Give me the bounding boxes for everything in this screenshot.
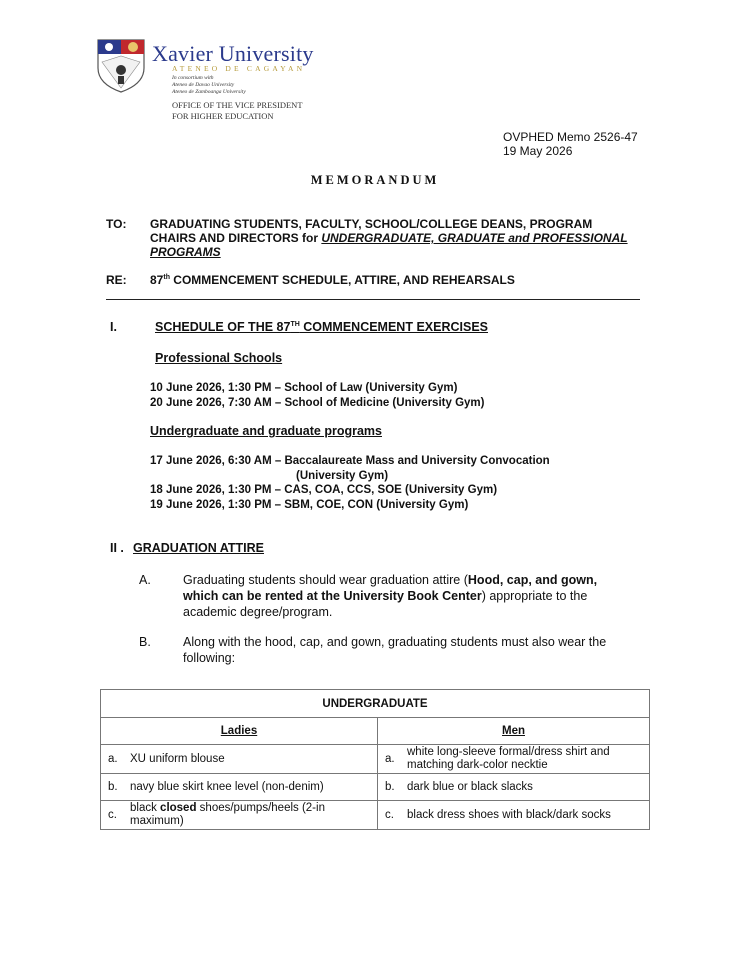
re-superscript: th [163, 274, 170, 281]
professional-schedule [150, 381, 484, 410]
column-header-ladies: Ladies [101, 718, 378, 745]
paragraph-line: academic degree/program. [183, 605, 333, 619]
university-name: Xavier University [152, 41, 314, 66]
paragraph-line [183, 588, 653, 604]
schedule-item: 18 June 2026, 1:30 PM – CAS, COA, CCS, SOE (University Gym) [150, 484, 498, 496]
section-title-superscript: TH [290, 320, 300, 328]
memo-number: OVPHED Memo 2526-47 [503, 130, 638, 144]
recipients-emphasis: PROGRAMS [150, 245, 221, 259]
office-line: FOR HIGHER EDUCATION [172, 111, 274, 121]
schedule-item: 17 June 2026, 6:30 AM – Baccalaureate Mass and University Convocation [150, 455, 550, 467]
cell-text: XU uniform blouse [130, 752, 225, 765]
section-title-text: SCHEDULE OF THE 87 [155, 320, 291, 334]
schedule-item-continuation: (University Gym) [296, 469, 389, 482]
column-header-men: Men [378, 718, 650, 745]
item-label: A. [139, 573, 151, 587]
recipients-text: CHAIRS AND DIRECTORS for [150, 231, 322, 245]
table-row [101, 774, 650, 801]
section-title [155, 320, 488, 334]
schedule-item: 20 June 2026, 7:30 AM – School of Medicine (University Gym) [150, 396, 485, 409]
item-letter: c. [108, 809, 117, 821]
item-letter: c. [385, 809, 394, 821]
table-cell [101, 774, 378, 801]
university-subtitle: ATENEO DE CAGAYAN [172, 64, 306, 73]
to-label: TO: [106, 217, 127, 231]
paragraph-line [183, 572, 653, 588]
attire-paragraph-a [183, 572, 653, 620]
recipients-line: GRADUATING STUDENTS, FACULTY, SCHOOL/COLLEGE DEANS, PROGRAM [150, 217, 593, 231]
recipients-line [150, 231, 645, 245]
paragraph-text: ) appropriate to the [481, 589, 588, 603]
university-seal-icon [96, 38, 146, 94]
office-name [172, 100, 303, 122]
table-row [101, 801, 650, 830]
recipients-line [150, 245, 645, 259]
undergraduate-heading: Undergraduate and graduate programs [150, 424, 382, 438]
table-cell [378, 801, 650, 830]
cell-text-part: black [130, 802, 161, 814]
item-letter: a. [108, 753, 118, 765]
section-title: GRADUATION ATTIRE [133, 541, 265, 555]
re-subject [150, 273, 515, 287]
item-letter: b. [385, 781, 395, 793]
paragraph-text: Graduating students should wear graduation attire ( [183, 573, 468, 587]
table-header: UNDERGRADUATE [101, 690, 650, 718]
memo-reference [503, 130, 638, 158]
re-label: RE: [106, 273, 127, 287]
attire-table [100, 689, 650, 830]
undergraduate-schedule [150, 454, 550, 512]
table-cell [378, 745, 650, 774]
table-row [101, 745, 650, 774]
paragraph-bold: Hood, cap, and gown, [467, 573, 598, 587]
paragraph-bold: which can be rented at the University Book Center [183, 589, 482, 603]
recipients-emphasis: UNDERGRADUATE, GRADUATE and PROFESSIONAL [321, 231, 628, 245]
table-header-row [101, 690, 650, 718]
memo-date: 19 May 2026 [503, 144, 573, 158]
memo-title: MEMORANDUM [310, 173, 440, 187]
schedule-item: 19 June 2026, 1:30 PM – SBM, COE, CON (University Gym) [150, 498, 469, 511]
cell-text [407, 746, 616, 772]
schedule-item: 10 June 2026, 1:30 PM – School of Law (University Gym) [150, 382, 458, 394]
consortium-line: Ateneo de Davao University [172, 82, 235, 88]
cell-line: matching dark-color necktie [407, 759, 548, 771]
table-cell [101, 801, 378, 830]
attire-paragraph-b [183, 634, 653, 666]
item-letter: b. [108, 781, 118, 793]
paragraph-line: Along with the hood, cap, and gown, graduating students must also wear the [183, 635, 607, 649]
table-cell [378, 774, 650, 801]
re-number: 87 [150, 273, 164, 287]
consortium-note [172, 75, 246, 96]
re-text: COMMENCEMENT SCHEDULE, ATTIRE, AND REHEARSALS [169, 273, 515, 287]
cell-text-bold: closed [160, 802, 197, 814]
paragraph-line: following: [183, 651, 236, 665]
cell-line: maximum) [130, 815, 184, 827]
cell-text-part: shoes/pumps/heels (2-in [196, 802, 325, 814]
table-subheader-row [101, 718, 650, 745]
consortium-line: In consortium with [172, 75, 214, 81]
item-label: B. [139, 635, 151, 649]
cell-text: dark blue or black slacks [407, 780, 533, 793]
cell-text: black dress shoes with black/dark socks [407, 808, 611, 821]
table-cell [101, 745, 378, 774]
cell-text: navy blue skirt knee level (non-denim) [130, 780, 324, 793]
cell-line: white long-sleeve formal/dress shirt and [407, 746, 610, 758]
section-number: I. [110, 320, 117, 334]
item-letter: a. [385, 753, 395, 765]
divider [106, 299, 640, 300]
cell-text [130, 802, 331, 828]
section-title-text: COMMENCEMENT EXERCISES [299, 320, 488, 334]
consortium-line: Ateneo de Zamboanga University [172, 89, 246, 95]
section-number: II . [110, 541, 124, 555]
office-line: OFFICE OF THE VICE PRESIDENT [172, 100, 303, 110]
professional-schools-heading: Professional Schools [155, 351, 283, 365]
to-recipients [150, 217, 645, 259]
